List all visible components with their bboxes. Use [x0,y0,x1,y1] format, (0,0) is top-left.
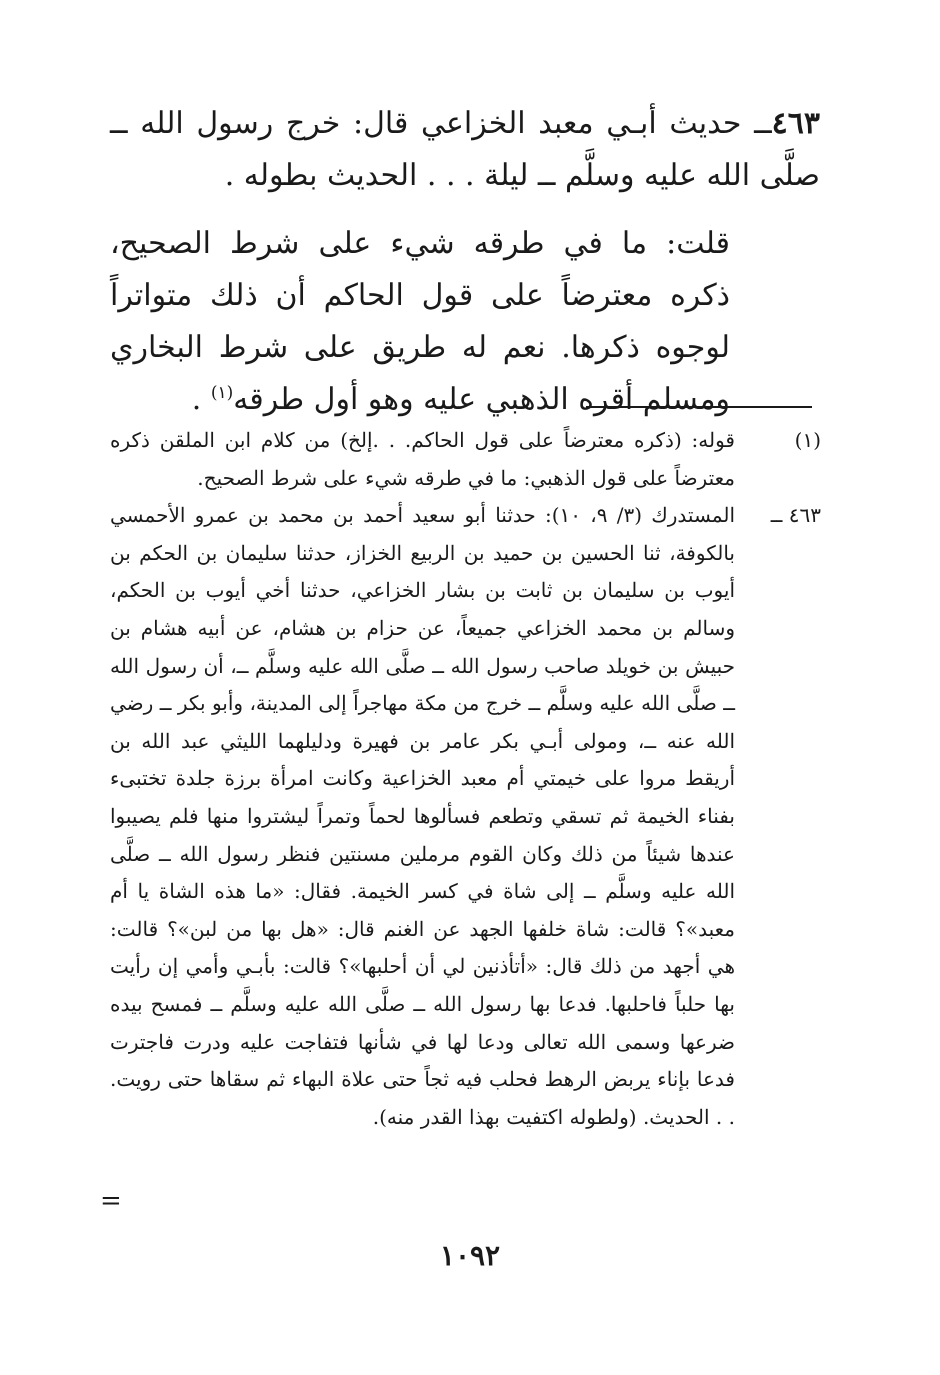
footnote-key: (١) [794,428,821,452]
comment-end: . [191,382,211,417]
hadith-number: ٤٦٣ [771,106,820,141]
footnotes [110,422,825,1136]
page-number: ١٠٩٢ [439,1239,501,1272]
footnote-text: قوله: (ذكره معترضاً على قول الحاكم. . .إلخ) من كلام ابن الملقن ذكره معترضاً على قول الذهبي: ما في طرقه شيء على شرط الصحيح. [110,428,735,490]
main-text [110,98,820,426]
footnote-reference: (١) [210,383,234,403]
footnote-separator [586,406,812,408]
footnote-key: ٤٦٣ ــ [770,503,821,528]
author-comment [110,218,820,426]
continuation-mark: = [100,1186,122,1216]
footnote-item [110,497,825,1136]
hadith-text: ــ حديث أبـي معبد الخزاعي قال: خرج رسول الله ــ صلَّى الله عليه وسلَّم ــ ليلة . . . الحديث بطوله . [110,106,820,193]
footnote-item [110,422,825,497]
footnote-text: المستدرك (٣/ ٩، ١٠): حدثنا أبو سعيد أحمد بن محمد بن عمرو الأحمسي بالكوفة، ثنا الحسين بن حميد بن الربيع الخزاز، حدثنا سليمان بن الحكم بن أيوب بن سليمان بن ثابت بن بشار الخزاعي، حدثنا أخي أيوب بن الحكم، وسالم بن محمد الخزاعي جميعاً، عن حزام بن هشام، عن أبيه هشام بن حبيش بن خويلد صاحب رسول الله ــ صلَّى الله عليه وسلَّم ــ، أن رسول الله ــ صلَّى الله عليه وسلَّم ــ خرج من مكة مهاجراً إلى المدينة، وأبو بكر ــ رضي الله عنه ــ، ومولى أبـي بكر عامر بن فهيرة ودليلهما الليثي عبد الله بن أريقط مروا على خيمتي أم معبد الخزاعية وكانت امرأة برزة جلدة تختبىء بفناء الخيمة ثم تسقي وتطعم فسألوها لحماً وتمراً ليشتروا منها فلم يصيبوا عندها شيئاً من ذلك وكان القوم مرملين مسنتين فنظر رسول الله ــ صلَّى الله عليه وسلَّم ــ إلى شاة في كسر الخيمة. فقال: «ما هذه الشاة يا أم معبد»؟ قالت: شاة خلفها الجهد عن الغنم قال: «هل بها من لبن»؟ قالت: هي أجهد من ذلك قال: «أتأذنين لي أن أحلبها»؟ قالت: بأبـي وأمي إن رأيت بها حلباً فاحلبها. فدعا بها رسول الله ــ صلَّى الله عليه وسلَّم ــ فمسح بيده ضرعها وسمى الله تعالى ودعا لها في شأنها فتفاجت عليه ودرت فاجترت فدعا بإناء يربض الرهط فحلب فيه ثجاً حتى علاة البهاء ثم سقاها حتى رويت. . . الحديث. (ولطوله اكتفيت بهذا القدر منه). [110,503,735,1129]
hadith-entry [110,98,820,202]
comment-text: قلت: ما في طرقه شيء على شرط الصحيح، ذكره معترضاً على قول الحاكم أن ذلك متواتراً لوجوه ذكرها. نعم له طريق على شرط البخاري ومسلم أقره الذهبي عليه وهو أول طرقه [110,226,730,417]
